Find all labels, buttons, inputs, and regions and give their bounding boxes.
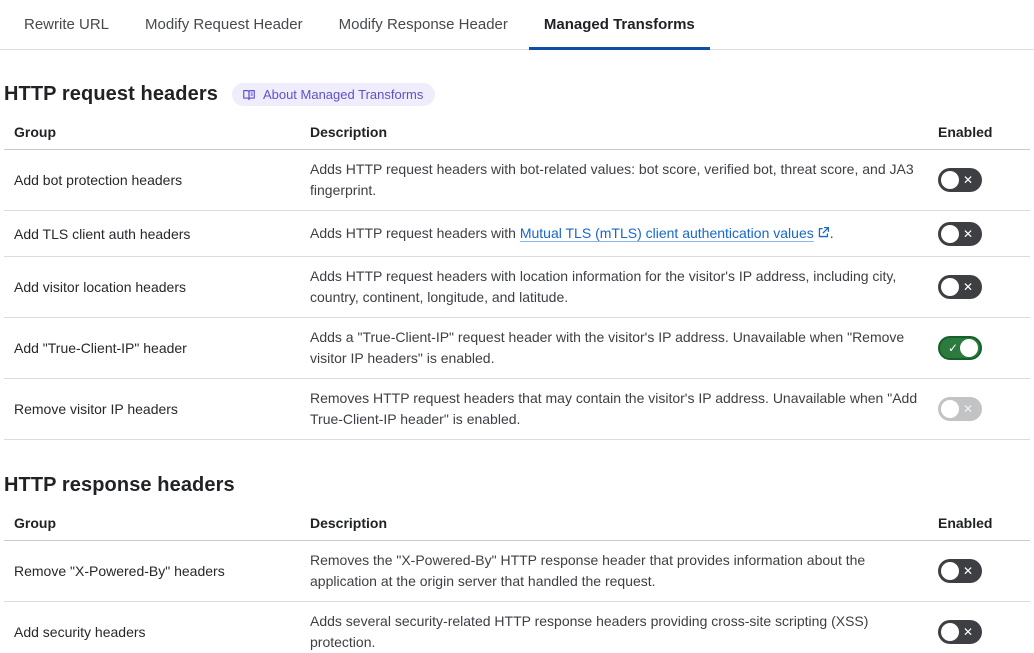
- toggle-x-icon: ✕: [962, 173, 973, 187]
- toggle-x-icon: ✕: [962, 564, 973, 578]
- external-link-icon: [817, 224, 830, 245]
- toggle-x-icon: ✕: [962, 280, 973, 294]
- tab-modify-response-header[interactable]: Modify Response Header: [338, 16, 508, 33]
- toggle-x-icon: ✕: [962, 402, 973, 416]
- group-cell: Add TLS client auth headers: [14, 225, 191, 242]
- toggle-remove-visitor-ip-disabled: [938, 397, 982, 421]
- group-cell: Add security headers: [14, 624, 146, 640]
- enabled-cell: [938, 168, 1030, 192]
- badge-label: About Managed Transforms: [262, 87, 424, 102]
- description-cell: Adds several security-related HTTP response headers providing cross-site scripting (XSS) protection.: [310, 613, 869, 650]
- description-cell: Removes the "X-Powered-By" HTTP response header that provides information about the application at the origin server that handled the request.: [310, 552, 866, 589]
- enabled-cell: [938, 336, 1030, 360]
- tab-managed-transforms[interactable]: Managed Transforms: [528, 0, 711, 49]
- table-header-row: [4, 118, 1030, 150]
- book-icon: [242, 88, 256, 102]
- description-cell: Adds a "True-Client-IP" request header with the visitor's IP address. Unavailable when "Remove visitor IP headers" is enabled.: [310, 329, 905, 366]
- enabled-cell: [938, 620, 1030, 644]
- description-text: Adds HTTP request headers with: [310, 224, 520, 241]
- table-row-add-tls-client-auth: [4, 211, 1030, 257]
- request-section-header: [4, 83, 1030, 106]
- toggle-add-bot-protection[interactable]: [938, 168, 982, 192]
- table-row-remove-visitor-ip: [4, 379, 1030, 440]
- description-cell: Adds HTTP request headers with location information for the visitor's IP address, including city, country, continent, longitude, and latitude.: [310, 268, 897, 305]
- toggle-add-security-headers[interactable]: [938, 620, 982, 644]
- description-cell: [310, 214, 938, 254]
- enabled-cell: [938, 222, 1030, 246]
- mtls-doc-link[interactable]: Mutual TLS (mTLS) client authentication values: [519, 224, 814, 241]
- group-cell: Add bot protection headers: [14, 172, 183, 188]
- enabled-cell: [938, 275, 1030, 299]
- section-title: HTTP response headers: [4, 474, 235, 496]
- table-row-add-true-client-ip: [4, 318, 1030, 379]
- about-managed-transforms-link[interactable]: [232, 83, 435, 106]
- table-row-add-security-headers: [4, 602, 1030, 653]
- table-header-row: [4, 509, 1030, 541]
- description-cell: Adds HTTP request headers with bot-related values: bot score, verified bot, threat score, and JA3 fingerprint.: [310, 161, 914, 198]
- column-header-group: Group: [14, 124, 56, 140]
- description-text: .: [829, 224, 834, 241]
- description-cell: Removes HTTP request headers that may contain the visitor's IP address. Unavailable when "Add True-Client-IP header" is enabled.: [310, 390, 918, 427]
- enabled-cell: [938, 397, 1030, 421]
- tab-bar: [0, 0, 1034, 50]
- toggle-remove-x-powered-by[interactable]: [938, 559, 982, 583]
- toggle-knob: [941, 225, 959, 243]
- request-headers-table: [4, 118, 1030, 440]
- toggle-add-true-client-ip[interactable]: [938, 336, 982, 360]
- tab-modify-request-header[interactable]: Modify Request Header: [145, 16, 303, 33]
- tab-rewrite-url[interactable]: Rewrite URL: [24, 16, 110, 33]
- toggle-knob: [941, 623, 959, 641]
- toggle-knob: [941, 278, 959, 296]
- group-cell: Remove visitor IP headers: [14, 401, 178, 417]
- column-header-description: Description: [310, 124, 388, 140]
- response-headers-table: [4, 509, 1030, 653]
- toggle-x-icon: ✕: [962, 226, 973, 241]
- table-row-remove-x-powered-by: [4, 541, 1030, 602]
- column-header-group: Group: [14, 515, 56, 531]
- column-header-enabled: Enabled: [938, 515, 993, 531]
- table-row-add-visitor-location: [4, 257, 1030, 318]
- toggle-x-icon: ✕: [962, 625, 973, 639]
- toggle-knob: [941, 171, 959, 189]
- column-header-enabled: Enabled: [938, 124, 993, 140]
- column-header-description: Description: [310, 515, 388, 531]
- toggle-add-tls-client-auth[interactable]: [938, 222, 982, 246]
- toggle-add-visitor-location[interactable]: [938, 275, 982, 299]
- group-cell: Add "True-Client-IP" header: [14, 340, 187, 356]
- group-cell: Remove "X-Powered-By" headers: [14, 563, 225, 579]
- enabled-cell: [938, 559, 1030, 583]
- table-row-add-bot-protection: [4, 150, 1030, 211]
- toggle-knob: [941, 400, 959, 418]
- response-section-header: [4, 474, 1030, 497]
- toggle-knob: [941, 562, 959, 580]
- toggle-knob: [960, 339, 978, 357]
- group-cell: Add visitor location headers: [14, 279, 186, 295]
- toggle-check-icon: ✓: [948, 341, 959, 355]
- page-title: HTTP request headers: [4, 83, 218, 105]
